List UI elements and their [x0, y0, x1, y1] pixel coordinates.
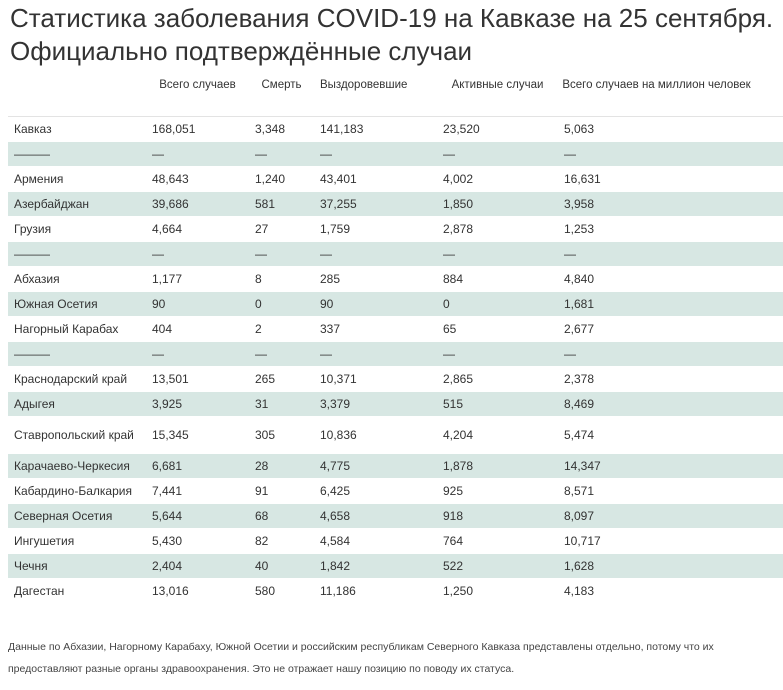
- region-name-cell: Грузия: [8, 217, 146, 242]
- region-name-cell: Адыгея: [8, 392, 146, 417]
- deaths-cell: 1,240: [249, 167, 314, 192]
- table-row: [8, 342, 783, 367]
- total-cases-cell: 5,430: [146, 529, 249, 554]
- table-row: [8, 267, 783, 292]
- region-name-cell: ———: [8, 342, 146, 367]
- active-cases-cell: 2,865: [437, 367, 558, 392]
- region-name-cell: Ингушетия: [8, 529, 146, 554]
- table-row: [8, 167, 783, 192]
- deaths-cell: —: [249, 142, 314, 167]
- deaths-cell: 91: [249, 479, 314, 504]
- region-name-cell: Краснодарский край: [8, 367, 146, 392]
- total-cases-cell: 1,177: [146, 267, 249, 292]
- active-cases-cell: 65: [437, 317, 558, 342]
- header-cases-per-million: Всего случаев на миллион человек: [558, 75, 783, 117]
- table-row: [8, 217, 783, 242]
- total-cases-cell: 15,345: [146, 417, 249, 454]
- table-row: [8, 317, 783, 342]
- active-cases-cell: 764: [437, 529, 558, 554]
- recovered-cell: —: [314, 342, 437, 367]
- deaths-cell: —: [249, 342, 314, 367]
- table-row: [8, 292, 783, 317]
- region-name-cell: Ставропольский край: [8, 417, 146, 454]
- table-row: [8, 479, 783, 504]
- region-name-cell: Дагестан: [8, 579, 146, 604]
- per-million-cell: 8,469: [558, 392, 783, 417]
- deaths-cell: 8: [249, 267, 314, 292]
- active-cases-cell: 522: [437, 554, 558, 579]
- table-row: [8, 117, 783, 142]
- table-row: [8, 454, 783, 479]
- region-name-cell: Южная Осетия: [8, 292, 146, 317]
- header-total-cases: Всего случаев: [146, 75, 249, 117]
- region-name-cell: ———: [8, 142, 146, 167]
- active-cases-cell: 0: [437, 292, 558, 317]
- total-cases-cell: 90: [146, 292, 249, 317]
- per-million-cell: 16,631: [558, 167, 783, 192]
- active-cases-cell: 925: [437, 479, 558, 504]
- table-row: [8, 242, 783, 267]
- recovered-cell: 10,371: [314, 367, 437, 392]
- deaths-cell: 580: [249, 579, 314, 604]
- deaths-cell: 68: [249, 504, 314, 529]
- total-cases-cell: 2,404: [146, 554, 249, 579]
- table-row: [8, 367, 783, 392]
- deaths-cell: 265: [249, 367, 314, 392]
- active-cases-cell: —: [437, 342, 558, 367]
- per-million-cell: 4,840: [558, 267, 783, 292]
- per-million-cell: 3,958: [558, 192, 783, 217]
- total-cases-cell: 7,441: [146, 479, 249, 504]
- recovered-cell: 4,658: [314, 504, 437, 529]
- region-name-cell: Чечня: [8, 554, 146, 579]
- recovered-cell: 4,584: [314, 529, 437, 554]
- table-row: [8, 417, 783, 454]
- deaths-cell: 305: [249, 417, 314, 454]
- active-cases-cell: 4,204: [437, 417, 558, 454]
- header-recovered: Выздоровевшие: [314, 75, 437, 117]
- recovered-cell: 10,836: [314, 417, 437, 454]
- region-name-cell: Кабардино-Балкария: [8, 479, 146, 504]
- deaths-cell: 40: [249, 554, 314, 579]
- table-row: [8, 192, 783, 217]
- recovered-cell: 90: [314, 292, 437, 317]
- region-name-cell: Нагорный Карабах: [8, 317, 146, 342]
- page-title: Статистика заболевания COVID-19 на Кавказе на 25 сентября. Официально подтверждённые случаи: [10, 3, 774, 66]
- active-cases-cell: 1,250: [437, 579, 558, 604]
- total-cases-cell: —: [146, 242, 249, 267]
- table-header-row: [8, 75, 783, 117]
- total-cases-cell: 39,686: [146, 192, 249, 217]
- table-row: [8, 504, 783, 529]
- deaths-cell: 82: [249, 529, 314, 554]
- total-cases-cell: —: [146, 342, 249, 367]
- per-million-cell: —: [558, 342, 783, 367]
- total-cases-cell: 6,681: [146, 454, 249, 479]
- per-million-cell: 1,628: [558, 554, 783, 579]
- active-cases-cell: 2,878: [437, 217, 558, 242]
- total-cases-cell: 3,925: [146, 392, 249, 417]
- recovered-cell: —: [314, 142, 437, 167]
- per-million-cell: —: [558, 242, 783, 267]
- header-active-cases: Активные случаи: [437, 75, 558, 117]
- deaths-cell: 3,348: [249, 117, 314, 142]
- recovered-cell: 11,186: [314, 579, 437, 604]
- deaths-cell: 581: [249, 192, 314, 217]
- per-million-cell: 1,681: [558, 292, 783, 317]
- recovered-cell: 141,183: [314, 117, 437, 142]
- active-cases-cell: 1,878: [437, 454, 558, 479]
- table-row: [8, 529, 783, 554]
- total-cases-cell: 13,501: [146, 367, 249, 392]
- recovered-cell: 3,379: [314, 392, 437, 417]
- total-cases-cell: 48,643: [146, 167, 249, 192]
- table-body: [8, 117, 783, 604]
- per-million-cell: 2,677: [558, 317, 783, 342]
- region-name-cell: ———: [8, 242, 146, 267]
- deaths-cell: 28: [249, 454, 314, 479]
- recovered-cell: 1,759: [314, 217, 437, 242]
- table-row: [8, 554, 783, 579]
- per-million-cell: 2,378: [558, 367, 783, 392]
- region-name-cell: Карачаево-Черкесия: [8, 454, 146, 479]
- footnote: Данные по Абхазии, Нагорному Карабаху, Южной Осетии и российским республикам Северного Кавказа представлены отдельно, потому что их предоставляют разные органы здравоохранения. Это не отражает нашу позицию по поводу их статуса.: [8, 641, 714, 675]
- recovered-cell: 43,401: [314, 167, 437, 192]
- recovered-cell: 4,775: [314, 454, 437, 479]
- total-cases-cell: 404: [146, 317, 249, 342]
- header-deaths: Смерть: [249, 75, 314, 117]
- per-million-cell: 1,253: [558, 217, 783, 242]
- per-million-cell: 14,347: [558, 454, 783, 479]
- deaths-cell: 2: [249, 317, 314, 342]
- active-cases-cell: 515: [437, 392, 558, 417]
- recovered-cell: 37,255: [314, 192, 437, 217]
- per-million-cell: 4,183: [558, 579, 783, 604]
- region-name-cell: Кавказ: [8, 117, 146, 142]
- region-name-cell: Абхазия: [8, 267, 146, 292]
- recovered-cell: 1,842: [314, 554, 437, 579]
- total-cases-cell: 5,644: [146, 504, 249, 529]
- per-million-cell: 8,097: [558, 504, 783, 529]
- per-million-cell: 8,571: [558, 479, 783, 504]
- region-name-cell: Армения: [8, 167, 146, 192]
- total-cases-cell: 13,016: [146, 579, 249, 604]
- total-cases-cell: 4,664: [146, 217, 249, 242]
- active-cases-cell: —: [437, 142, 558, 167]
- active-cases-cell: 23,520: [437, 117, 558, 142]
- table-row: [8, 579, 783, 604]
- total-cases-cell: 168,051: [146, 117, 249, 142]
- deaths-cell: 31: [249, 392, 314, 417]
- active-cases-cell: 4,002: [437, 167, 558, 192]
- active-cases-cell: 884: [437, 267, 558, 292]
- table-row: [8, 392, 783, 417]
- active-cases-cell: —: [437, 242, 558, 267]
- total-cases-cell: —: [146, 142, 249, 167]
- region-name-cell: Азербайджан: [8, 192, 146, 217]
- recovered-cell: 6,425: [314, 479, 437, 504]
- covid-stats-table: [8, 75, 783, 604]
- per-million-cell: 10,717: [558, 529, 783, 554]
- deaths-cell: —: [249, 242, 314, 267]
- active-cases-cell: 1,850: [437, 192, 558, 217]
- recovered-cell: —: [314, 242, 437, 267]
- table-row: [8, 142, 783, 167]
- deaths-cell: 0: [249, 292, 314, 317]
- per-million-cell: 5,063: [558, 117, 783, 142]
- recovered-cell: 285: [314, 267, 437, 292]
- header-region: [8, 75, 146, 117]
- recovered-cell: 337: [314, 317, 437, 342]
- region-name-cell: Северная Осетия: [8, 504, 146, 529]
- active-cases-cell: 918: [437, 504, 558, 529]
- deaths-cell: 27: [249, 217, 314, 242]
- per-million-cell: 5,474: [558, 417, 783, 454]
- per-million-cell: —: [558, 142, 783, 167]
